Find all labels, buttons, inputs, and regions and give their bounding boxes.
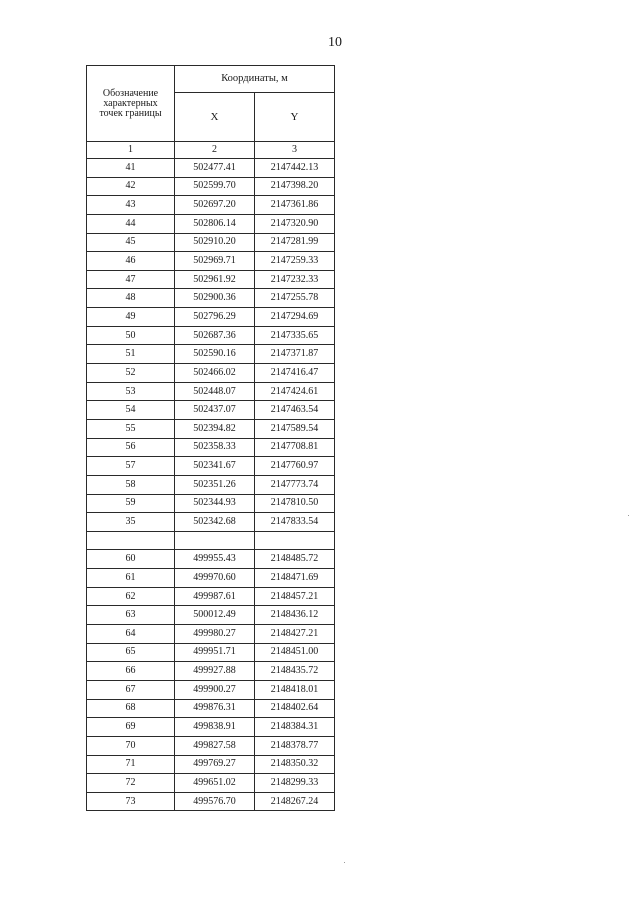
point-cell: 65 [87,643,175,662]
x-cell: 502796.29 [175,308,255,327]
y-cell: 2147773.74 [255,475,335,494]
x-cell: 500012.49 [175,606,255,625]
x-cell: 502358.33 [175,438,255,457]
point-cell: 55 [87,419,175,438]
table-row [87,252,335,271]
point-cell: 54 [87,401,175,420]
table-row [87,159,335,178]
x-cell: 502466.02 [175,364,255,383]
y-cell: 2147442.13 [255,159,335,178]
y-cell: 2148267.24 [255,792,335,811]
y-cell: 2147371.87 [255,345,335,364]
table-row [87,475,335,494]
y-cell: 2148436.12 [255,606,335,625]
x-cell: 502437.07 [175,401,255,420]
table-row [87,419,335,438]
table-row [87,326,335,345]
point-cell: 47 [87,270,175,289]
point-cell: 41 [87,159,175,178]
point-cell: 49 [87,308,175,327]
point-cell: 70 [87,736,175,755]
column-number-3: 3 [255,142,335,159]
y-cell: 2147810.50 [255,494,335,513]
designation-line-3: точек границы [99,107,162,119]
y-cell: 2147320.90 [255,214,335,233]
point-cell: 35 [87,513,175,532]
point-cell: 43 [87,196,175,215]
table-row [87,662,335,681]
table-row [87,718,335,737]
y-cell: 2147361.86 [255,196,335,215]
x-cell: 502344.93 [175,494,255,513]
y-cell: 2148299.33 [255,774,335,793]
point-cell [87,531,175,550]
point-cell: 72 [87,774,175,793]
x-cell: 502697.20 [175,196,255,215]
x-cell: 502351.26 [175,475,255,494]
x-cell: 499827.58 [175,736,255,755]
point-cell: 46 [87,252,175,271]
x-cell: 499876.31 [175,699,255,718]
point-cell: 48 [87,289,175,308]
y-cell: 2147416.47 [255,364,335,383]
x-cell: 502806.14 [175,214,255,233]
table-row [87,606,335,625]
table-row [87,494,335,513]
table-row [87,625,335,644]
point-cell: 52 [87,364,175,383]
designation-line-2: характерных [103,97,158,109]
x-header: X [175,93,255,142]
table-row [87,457,335,476]
table-row [87,233,335,252]
point-cell: 60 [87,550,175,569]
y-cell: 2147463.54 [255,401,335,420]
table-row [87,214,335,233]
x-cell: 499651.02 [175,774,255,793]
x-cell: 499987.61 [175,587,255,606]
scan-speck [628,515,629,516]
x-cell: 502969.71 [175,252,255,271]
point-cell: 73 [87,792,175,811]
x-cell: 502961.92 [175,270,255,289]
point-cell: 61 [87,569,175,588]
x-cell: 502342.68 [175,513,255,532]
table-row [87,382,335,401]
point-cell: 57 [87,457,175,476]
designation-header [87,66,175,142]
point-cell: 64 [87,625,175,644]
point-cell: 66 [87,662,175,681]
y-cell: 2148471.69 [255,569,335,588]
point-cell: 67 [87,680,175,699]
point-cell: 59 [87,494,175,513]
coordinates-table [86,65,335,811]
x-cell: 502341.67 [175,457,255,476]
y-cell: 2147294.69 [255,308,335,327]
y-cell: 2147589.54 [255,419,335,438]
y-cell: 2148350.32 [255,755,335,774]
table-row [87,680,335,699]
point-cell: 56 [87,438,175,457]
column-number-2: 2 [175,142,255,159]
x-cell: 502900.36 [175,289,255,308]
point-cell: 42 [87,177,175,196]
table-row [87,699,335,718]
y-cell: 2147281.99 [255,233,335,252]
x-cell: 499951.71 [175,643,255,662]
x-cell: 502394.82 [175,419,255,438]
y-cell: 2147255.78 [255,289,335,308]
point-cell: 69 [87,718,175,737]
table-row [87,513,335,532]
point-cell: 68 [87,699,175,718]
y-cell: 2148435.72 [255,662,335,681]
table-row [87,401,335,420]
x-cell: 502477.41 [175,159,255,178]
table-row [87,792,335,811]
y-cell: 2148451.00 [255,643,335,662]
table-header [87,66,335,159]
x-cell: 499927.88 [175,662,255,681]
y-cell: 2147833.54 [255,513,335,532]
table-row [87,308,335,327]
x-cell [175,531,255,550]
point-cell: 63 [87,606,175,625]
table-row [87,289,335,308]
x-cell: 502590.16 [175,345,255,364]
y-cell: 2148402.64 [255,699,335,718]
table-body [87,159,335,811]
y-cell: 2147335.65 [255,326,335,345]
point-cell: 51 [87,345,175,364]
point-cell: 53 [87,382,175,401]
table-row [87,550,335,569]
y-cell: 2147708.81 [255,438,335,457]
x-cell: 499955.43 [175,550,255,569]
y-cell: 2148457.21 [255,587,335,606]
table-row [87,177,335,196]
x-cell: 502599.70 [175,177,255,196]
point-cell: 71 [87,755,175,774]
point-cell: 62 [87,587,175,606]
table-row [87,736,335,755]
table-row [87,345,335,364]
point-cell: 58 [87,475,175,494]
point-cell: 44 [87,214,175,233]
y-cell: 2147398.20 [255,177,335,196]
coordinates-header: Координаты, м [175,66,335,93]
y-cell: 2147232.33 [255,270,335,289]
y-cell: 2148378.77 [255,736,335,755]
y-header: Y [255,93,335,142]
x-cell: 502910.20 [175,233,255,252]
table-row [87,531,335,550]
y-cell: 2147760.97 [255,457,335,476]
scan-speck [344,862,345,863]
y-cell: 2148427.21 [255,625,335,644]
table-row [87,643,335,662]
table-row [87,270,335,289]
y-cell: 2148418.01 [255,680,335,699]
table-row [87,569,335,588]
x-cell: 499576.70 [175,792,255,811]
page-number: 10 [328,35,342,50]
x-cell: 499769.27 [175,755,255,774]
y-cell: 2147424.61 [255,382,335,401]
column-number-1: 1 [87,142,175,159]
designation-line-1: Обозначение [102,87,159,99]
x-cell: 502448.07 [175,382,255,401]
y-cell: 2147259.33 [255,252,335,271]
table-row [87,774,335,793]
x-cell: 502687.36 [175,326,255,345]
x-cell: 499838.91 [175,718,255,737]
table-row [87,364,335,383]
point-cell: 50 [87,326,175,345]
x-cell: 499970.60 [175,569,255,588]
table-row [87,438,335,457]
table-row [87,196,335,215]
y-cell: 2148485.72 [255,550,335,569]
table-row [87,755,335,774]
table-row [87,587,335,606]
y-cell [255,531,335,550]
y-cell: 2148384.31 [255,718,335,737]
x-cell: 499980.27 [175,625,255,644]
point-cell: 45 [87,233,175,252]
x-cell: 499900.27 [175,680,255,699]
